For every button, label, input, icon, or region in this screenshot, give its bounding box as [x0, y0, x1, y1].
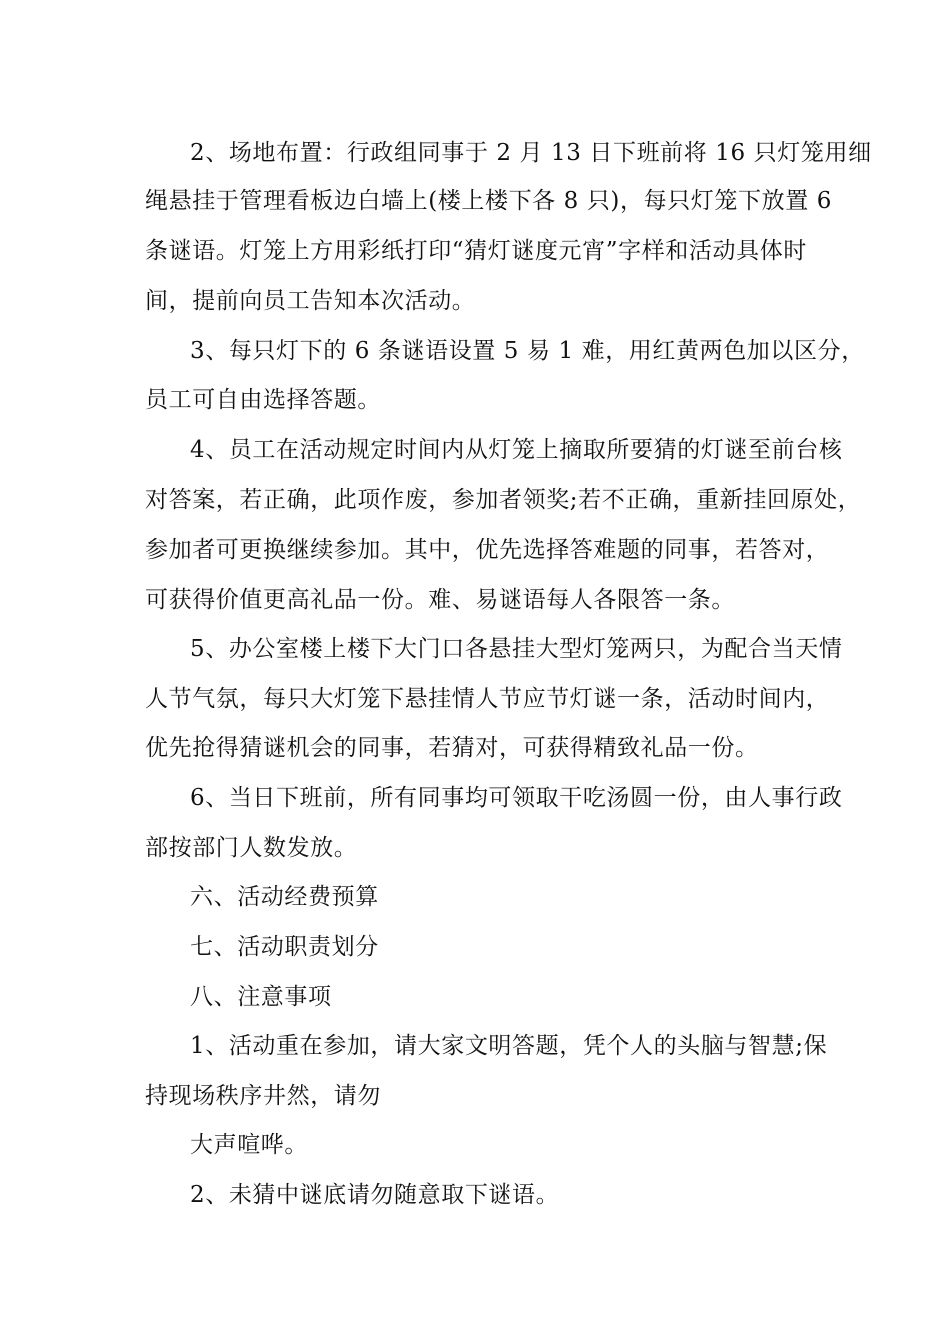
note-1-line-2: 持现场秩序井然，请勿: [145, 1083, 381, 1109]
paragraph-2-line-4: 间，提前向员工告知本次活动。: [145, 288, 476, 314]
note-2-line-1: 2、未猜中谜底请勿随意取下谜语。: [190, 1182, 560, 1208]
section-heading-duties: 七、活动职责划分: [190, 934, 379, 960]
section-heading-budget: 六、活动经费预算: [190, 884, 379, 910]
paragraph-2-line-1: 2、场地布置：行政组同事于 2 月 13 日下班前将 16 只灯笼用细: [190, 140, 872, 166]
paragraph-5-line-3: 优先抢得猜谜机会的同事，若猜对，可获得精致礼品一份。: [145, 735, 759, 761]
paragraph-4-line-2: 对答案，若正确，此项作废，参加者领奖;若不正确，重新挂回原处，: [145, 487, 862, 513]
paragraph-6-line-1: 6、当日下班前，所有同事均可领取干吃汤圆一份，由人事行政: [190, 785, 843, 811]
note-1-line-3: 大声喧哗。: [190, 1132, 308, 1158]
paragraph-2-line-2: 绳悬挂于管理看板边白墙上(楼上楼下各 8 只)，每只灯笼下放置 6: [145, 188, 832, 214]
paragraph-3-line-2: 员工可自由选择答题。: [145, 387, 381, 413]
paragraph-5-line-1: 5、办公室楼上楼下大门口各悬挂大型灯笼两只，为配合当天情: [190, 636, 843, 662]
paragraph-5-line-2: 人节气氛，每只大灯笼下悬挂情人节应节灯谜一条，活动时间内，: [145, 686, 830, 712]
paragraph-4-line-3: 参加者可更换继续参加。其中，优先选择答难题的同事，若答对，: [145, 537, 830, 563]
note-1-line-1: 1、活动重在参加，请大家文明答题，凭个人的头脑与智慧;保: [190, 1033, 828, 1059]
paragraph-6-line-2: 部按部门人数发放。: [145, 835, 358, 861]
section-heading-notes: 八、注意事项: [190, 984, 332, 1010]
paragraph-3-line-1: 3、每只灯下的 6 条谜语设置 5 易 1 难，用红黄两色加以区分，: [190, 338, 865, 364]
paragraph-4-line-4: 可获得价值更高礼品一份。难、易谜语每人各限答一条。: [145, 587, 735, 613]
paragraph-2-line-3: 条谜语。灯笼上方用彩纸打印“猜灯谜度元宵”字样和活动具体时: [145, 238, 807, 264]
paragraph-4-line-1: 4、员工在活动规定时间内从灯笼上摘取所要猜的灯谜至前台核: [190, 437, 843, 463]
